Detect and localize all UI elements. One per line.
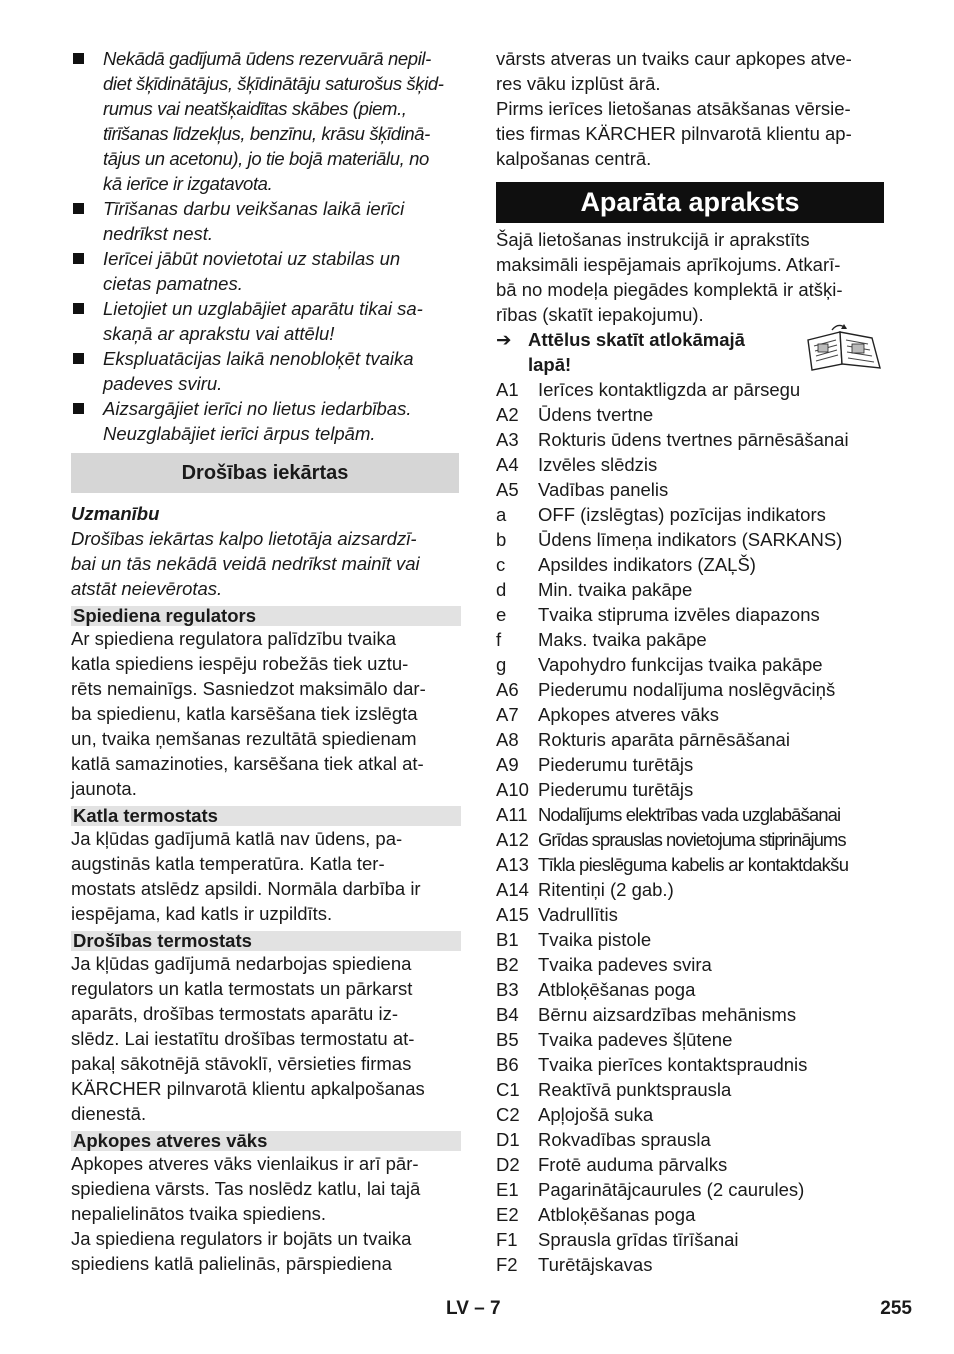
pressure-regulator-text: Ar spiediena regulatora palīdzību tvaika katla spiediens iespēju robežās tiek uztu- rēts nemainīgs. Sasniedzot maksimālo dar- ba spiedienu, katla karsēšana tiek izslēgta un, tvaika ņemšanas rezultātā spiedienam katlā samazinoties, karsēšana tiek atkal at- jaunota. [71,628,426,799]
left-column [71,46,459,1276]
bullet-square-icon [71,46,103,196]
item-label: Rokturis aparāta pārnēsāšanai [538,729,790,750]
item-key: A4 [496,454,519,475]
parts-list-item [496,727,884,752]
safety-thermostat-title: Drošības termostats [71,931,461,951]
parts-list-item [496,777,884,802]
item-label: Ierīces kontaktligzda ar pārsegu [538,379,801,400]
service-lid-title: Apkopes atveres vāks [71,1131,461,1151]
bullet-square-icon [71,196,103,246]
parts-list-item [496,977,884,1002]
service-lid-text-continued: Ja spiediena regulators ir bojāts un tvaika spiediens katlā palielinās, pārspiediena [71,1228,412,1274]
right-column [496,46,884,1277]
bullet-square-icon [71,246,103,296]
item-label: Piederumu nodalījuma noslēgvāciņš [538,679,836,700]
intro-text: Šajā lietošanas instrukcijā ir aprakstīts maksimāli iespējamais aprīkojums. Atkarī- bā no modeļa piegādes komplektā ir atšķi- rības (skatīt iepakojumu). [496,229,843,325]
parts-list-item [496,502,884,527]
item-key: D1 [496,1129,520,1150]
item-label: Atbloķēšanas poga [538,1204,696,1225]
bullet-text: Ekspluatācijas laikā nenobloķēt tvaika padeves sviru. [103,348,414,394]
item-key: A10 [496,779,529,800]
item-label: Tīkla pieslēguma kabelis ar kontaktdakšu [538,854,849,875]
service-center-text: Pirms ierīces lietošanas atsākšanas vērsie- ties firmas KÄRCHER pilnvarotā klientu ap- kalpošanas centrā. [496,98,852,169]
parts-list-item [496,652,884,677]
parts-list-item [496,1252,884,1277]
item-key: A3 [496,429,519,450]
parts-list-item [496,1127,884,1152]
bullet-item [71,46,459,196]
page-number: 255 [880,1298,912,1319]
item-key: B3 [496,979,519,1000]
arrow-right-icon: ➔ [496,329,512,350]
item-label: Tvaika pierīces kontaktspraudnis [538,1054,808,1075]
item-label: Ūdens līmeņa indikators (SARKANS) [538,529,843,550]
parts-list-item [496,802,884,827]
parts-list-item [496,1052,884,1077]
item-label: Frotē auduma pārvalks [538,1154,728,1175]
item-key: B2 [496,954,519,975]
safety-devices-heading: Drošības iekārtas [71,453,459,493]
item-label: Vadrullītis [538,904,618,925]
item-key: A1 [496,379,519,400]
bullet-item [71,296,459,346]
item-label: Ūdens tvertne [538,404,654,425]
item-label: OFF (izslēgtas) pozīcijas indikators [538,504,826,525]
parts-list-item [496,902,884,927]
item-key: A5 [496,479,519,500]
item-label: Tvaika padeves šļūtene [538,1029,733,1050]
parts-list-item [496,1202,884,1227]
item-key: b [496,529,507,550]
bullet-square-icon [71,396,103,446]
item-label: Atbloķēšanas poga [538,979,696,1000]
see-figures-text: Attēlus skatīt atlokāmajā lapā! [528,329,745,375]
item-key: a [496,504,507,525]
item-key: d [496,579,507,600]
parts-list-item [496,1027,884,1052]
item-key: A8 [496,729,519,750]
open-book-icon [802,322,884,372]
bullet-text: Nekādā gadījumā ūdens rezervuārā nepil- diet šķīdinātājus, šķīdinātāju saturošus šķid- rumus vai neatšķaidītas skābes (piem., tīrīšanas līdzekļus, benzīnu, krāsu šķīdinā- tājus un acetonu), jo tie bojā materiālu, no kā ierīce ir izgatavota. [103,48,444,194]
item-key: A14 [496,879,529,900]
item-label: Rokvadības sprausla [538,1129,711,1150]
safety-bullet-list [71,46,459,446]
item-key: c [496,554,506,575]
see-figures-note [496,327,884,377]
bullet-item [71,396,459,446]
bullet-text: Tīrīšanas darbu veikšanas laikā ierīci nedrīkst nest. [103,198,405,244]
item-key: A11 [496,804,528,825]
item-key: D2 [496,1154,520,1175]
item-key: A7 [496,704,519,725]
item-key: A6 [496,679,519,700]
item-key: B6 [496,1054,519,1075]
parts-list-item [496,552,884,577]
item-key: B5 [496,1029,519,1050]
item-label: Sprausla grīdas tīrīšanai [538,1229,739,1250]
item-label: Maks. tvaika pakāpe [538,629,707,650]
caution-label: Uzmanību [71,503,160,524]
caution-text: Drošības iekārtas kalpo lietotāja aizsardzī- bai un tās nekādā veidā nedrīkst mainīt vai atstāt neievērotas. [71,528,420,599]
parts-list-item [496,427,884,452]
parts-list-item [496,627,884,652]
safety-thermostat-text: Ja kļūdas gadījumā nedarbojas spiediena regulators un katla termostats un pārkarst aparāts, drošības termostats aparātu iz- slēdz. Lai iestatītu drošības termostatu at- pakaļ sākotnējā stāvoklī, vērsieties firmas KÄRCHER pilnvarotā klientu apkalpošanas dienestā. [71,953,425,1124]
item-key: A9 [496,754,519,775]
item-key: g [496,654,507,675]
bullet-item [71,346,459,396]
continued-text: vārsts atveras un tvaiks caur apkopes atve- res vāku izplūst ārā. [496,48,852,94]
item-label: Reaktīvā punktsprausla [538,1079,732,1100]
parts-list-item [496,1002,884,1027]
parts-list-item [496,1152,884,1177]
parts-list-item [496,1102,884,1127]
item-label: Piederumu turētājs [538,754,694,775]
parts-list-item [496,452,884,477]
item-key: C2 [496,1104,520,1125]
item-key: C1 [496,1079,520,1100]
item-key: E2 [496,1204,519,1225]
pressure-regulator-title: Spiediena regulators [71,606,461,626]
item-key: E1 [496,1179,519,1200]
page-code: LV – 7 [446,1298,501,1319]
item-key: e [496,604,507,625]
item-label: Apļojošā suka [538,1104,654,1125]
parts-list-item [496,952,884,977]
parts-list-item [496,602,884,627]
parts-list-item [496,927,884,952]
item-key: f [496,629,502,650]
item-label: Vapohydro funkcijas tvaika pakāpe [538,654,823,675]
bullet-text: Ierīcei jābūt novietotai uz stabilas un cietas pamatnes. [103,248,401,294]
item-label: Min. tvaika pakāpe [538,579,693,600]
bullet-item [71,196,459,246]
parts-list-item [496,877,884,902]
service-lid-text: Apkopes atveres vāks vienlaikus ir arī pār- spiediena vārsts. Tas noslēdz katlu, lai tajā nepalielinātos tvaika spiediens. [71,1153,421,1224]
item-key: F2 [496,1254,518,1275]
parts-list-item [496,1227,884,1252]
boiler-thermostat-text: Ja kļūdas gadījumā katlā nav ūdens, pa- augstinās katla temperatūra. Katla ter- mostats atslēdz apsildi. Normāla darbība ir iespējama, kad katls ir uzpildīts. [71,828,421,924]
bullet-text: Aizsargājiet ierīci no lietus iedarbības. Neuzglabājiet ierīci ārpus telpām. [103,398,412,444]
parts-list-item [496,1177,884,1202]
item-key: F1 [496,1229,518,1250]
item-label: Rokturis ūdens tvertnes pārnēsāšanai [538,429,849,450]
parts-list-item [496,477,884,502]
bullet-text: Lietojiet un uzglabājiet aparātu tikai sa- skaņā ar aprakstu vai attēlu! [103,298,423,344]
item-label: Tvaika padeves svira [538,954,712,975]
bullet-item [71,246,459,296]
parts-list-item [496,677,884,702]
parts-list [496,377,884,1277]
parts-list-item [496,402,884,427]
item-key: B4 [496,1004,519,1025]
item-label: Izvēles slēdzis [538,454,658,475]
item-label: Vadības panelis [538,479,669,500]
item-label: Pagarinātājcaurules (2 caurules) [538,1179,805,1200]
parts-list-item [496,852,884,877]
device-description-title: Aparāta apraksts [496,182,884,223]
item-key: A12 [496,829,529,850]
parts-list-item [496,377,884,402]
bullet-square-icon [71,296,103,346]
parts-list-item [496,577,884,602]
parts-list-item [496,1077,884,1102]
parts-list-item [496,752,884,777]
parts-list-item [496,827,884,852]
boiler-thermostat-title: Katla termostats [71,806,461,826]
item-label: Apsildes indikators (ZAĻŠ) [538,554,756,575]
item-key: A13 [496,854,529,875]
item-label: Apkopes atveres vāks [538,704,719,725]
bullet-square-icon [71,346,103,396]
item-key: A2 [496,404,519,425]
item-key: A15 [496,904,529,925]
item-label: Ritentiņi (2 gab.) [538,879,674,900]
item-label: Piederumu turētājs [538,779,694,800]
item-label: Grīdas sprauslas novietojuma stiprinājums [538,829,846,850]
item-label: Tvaika stipruma izvēles diapazons [538,604,820,625]
parts-list-item [496,527,884,552]
item-label: Nodalījums elektrības vada uzglabāšanai [538,804,841,825]
item-label: Bērnu aizsardzības mehānisms [538,1004,797,1025]
item-label: Turētājskavas [538,1254,653,1275]
item-key: B1 [496,929,519,950]
parts-list-item [496,702,884,727]
item-label: Tvaika pistole [538,929,652,950]
